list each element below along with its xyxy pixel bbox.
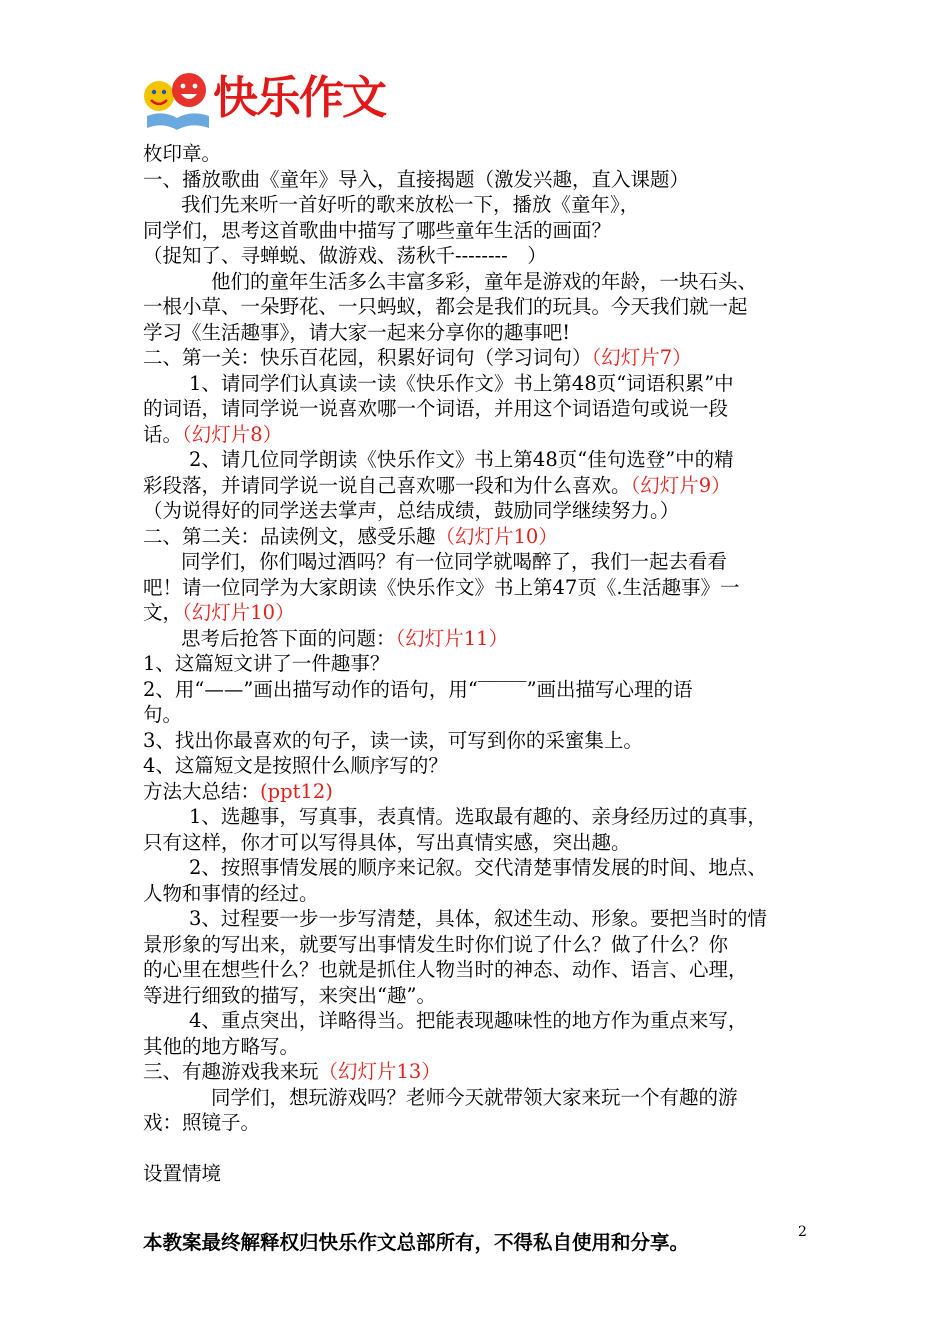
text-line: [143, 804, 823, 830]
text-line: [143, 575, 823, 601]
text-line: [143, 320, 823, 346]
text-line: [143, 957, 823, 983]
line-text: 思考后抢答下面的问题：: [181, 626, 396, 650]
line-text: 2、按照事情发展的顺序来记叙。交代清楚事情发展的时间、地点、: [189, 856, 767, 879]
line-text: 同学们，思考这首歌曲中描写了哪些童年生活的画面？: [143, 218, 612, 242]
line-text: 只有这样，你才可以写得具体，写出真情实感，突出趣。: [143, 830, 631, 854]
text-line: [143, 396, 823, 422]
line-text: 2、请几位同学朗读《快乐作文》书上第48页“佳句选登”中的精: [189, 448, 734, 471]
lesson-plan-body: [143, 141, 823, 1187]
logo-text: 快乐作文: [213, 71, 386, 124]
slide-reference: （幻灯片10）: [182, 601, 295, 624]
line-text: 方法大总结：: [143, 779, 261, 803]
text-line: [143, 702, 823, 728]
slide-reference: （幻灯片11）: [395, 626, 509, 650]
line-text: 他们的童年生活多么丰富多彩，童年是游戏的年龄，一块石头、: [211, 269, 758, 293]
text-line: [143, 473, 823, 499]
text-line: [143, 600, 823, 626]
text-line: [143, 1059, 823, 1085]
line-text: （为说得好的同学送去掌声，总结成绩，鼓励同学继续努力。）: [143, 499, 680, 522]
text-line: [143, 1161, 823, 1187]
text-line: [143, 753, 823, 779]
line-text: 其他的地方略写。: [143, 1034, 300, 1058]
line-text: 3、找出你最喜欢的句子，读一读，可写到你的采蜜集上。: [143, 728, 643, 752]
line-text: 1、请同学们认真读一读《快乐作文》书上第48页“词语积累”中: [189, 371, 734, 395]
text-line: [143, 167, 823, 193]
line-text: 4、这篇短文是按照什么顺序写的？: [143, 754, 448, 777]
text-line: [143, 294, 823, 320]
text-line: [143, 830, 823, 856]
slide-reference: （幻灯片8）: [182, 422, 283, 446]
line-text: 人物和事情的经过。: [143, 881, 319, 905]
text-line: [143, 779, 823, 805]
line-text: 吧！请一位同学为大家朗读《快乐作文》书上第47页《.生活趣事》一: [143, 575, 740, 599]
line-text: 一、播放歌曲《童年》导入，直接揭题（激发兴趣，直入课题）: [143, 167, 690, 191]
text-line: [143, 626, 823, 652]
line-text: 1、选趣事，写真事，表真情。选取最有趣的、亲身经历过的真事，: [189, 805, 767, 828]
line-text: 一根小草、一朵野花、一只蚂蚁，都会是我们的玩具。今天我们就一起: [143, 295, 748, 318]
text-line: [143, 345, 823, 371]
line-text: 设置情境: [143, 1162, 222, 1185]
line-text: 二、第二关：品读例文，感受乐趣: [143, 524, 436, 548]
line-text: 2、用“——”画出描写动作的语句，用“‾‾‾‾‾”画出描写心理的语: [143, 677, 693, 701]
line-text: 4、重点突出，详略得当。把能表现趣味性的地方作为重点来写，: [189, 1009, 748, 1032]
text-line: [143, 498, 823, 524]
line-text: 景形象的写出来，就要写出事情发生时你们说了什么？做了什么？你: [143, 932, 729, 956]
slide-reference: (ppt12): [260, 779, 333, 803]
text-line: [143, 524, 823, 550]
copyright-notice: 本教案最终解释权归快乐作文总部所有，不得私自使用和分享。: [143, 1231, 690, 1254]
slide-reference: （幻灯片9）: [630, 473, 731, 497]
text-line: [143, 855, 823, 881]
slide-reference: （幻灯片10）: [435, 524, 558, 548]
line-text: 等进行细致的描写，来突出“趣”。: [143, 983, 436, 1007]
text-line: [143, 447, 823, 473]
text-line: [143, 651, 823, 677]
text-line: [143, 932, 823, 958]
text-line: [143, 269, 823, 295]
text-line: [143, 1008, 823, 1034]
brand-logo: [143, 66, 386, 136]
text-line: [143, 422, 823, 448]
line-text: 枚印章。: [143, 142, 222, 165]
line-text: （捉知了、寻蝉蜕、做游戏、荡秋千-------- ）: [143, 244, 547, 267]
text-line: [143, 371, 823, 397]
line-text: 同学们，你们喝过酒吗？有一位同学就喝醉了，我们一起去看看: [181, 550, 728, 573]
line-text: 三、有趣游戏我来玩: [143, 1060, 319, 1083]
text-line: [143, 677, 823, 703]
text-line: [143, 218, 823, 244]
page-number: 2: [798, 1224, 807, 1240]
text-line: [143, 1085, 823, 1111]
line-text: 的词语，请同学说一说喜欢哪一个词语，并用这个词语造句或说一段: [143, 397, 729, 420]
text-line: [143, 141, 823, 167]
text-line: [143, 192, 823, 218]
text-line: [143, 906, 823, 932]
line-text: 我们先来听一首好听的歌来放松一下，播放《童年》，: [181, 193, 640, 216]
text-line: [143, 1034, 823, 1060]
text-line: [143, 243, 823, 269]
line-text: 戏：照镜子。: [143, 1111, 261, 1134]
text-line: [143, 983, 823, 1009]
line-text: 3、过程要一步一步写清楚，具体，叙述生动、形象。要把当时的情: [189, 907, 767, 930]
line-text: 1、这篇短文讲了一件趣事？: [143, 652, 390, 675]
slide-reference: （幻灯片7）: [591, 346, 692, 369]
line-text: 二、第一关：快乐百花园，积累好词句（学习词句）: [143, 346, 592, 369]
line-text: 学习《生活趣事》，请大家一起来分享你的趣事吧!: [143, 320, 571, 344]
slide-reference: （幻灯片13）: [318, 1060, 441, 1083]
text-line: [143, 728, 823, 754]
line-text: 的心里在想些什么？也就是抓住人物当时的神态、动作、语言、心理，: [143, 958, 748, 981]
text-line: [143, 881, 823, 907]
smiley-book-icon: [143, 66, 213, 132]
text-line: [143, 1136, 823, 1162]
line-text: 话。: [143, 422, 183, 446]
text-line: [143, 1110, 823, 1136]
line-text: 文，: [143, 601, 183, 624]
line-text: 彩段落，并请同学说一说自己喜欢哪一段和为什么喜欢。: [143, 473, 631, 497]
text-line: [143, 549, 823, 575]
line-text: 同学们，想玩游戏吗？老师今天就带领大家来玩一个有趣的游: [211, 1085, 738, 1109]
line-text: 句。: [143, 703, 183, 726]
